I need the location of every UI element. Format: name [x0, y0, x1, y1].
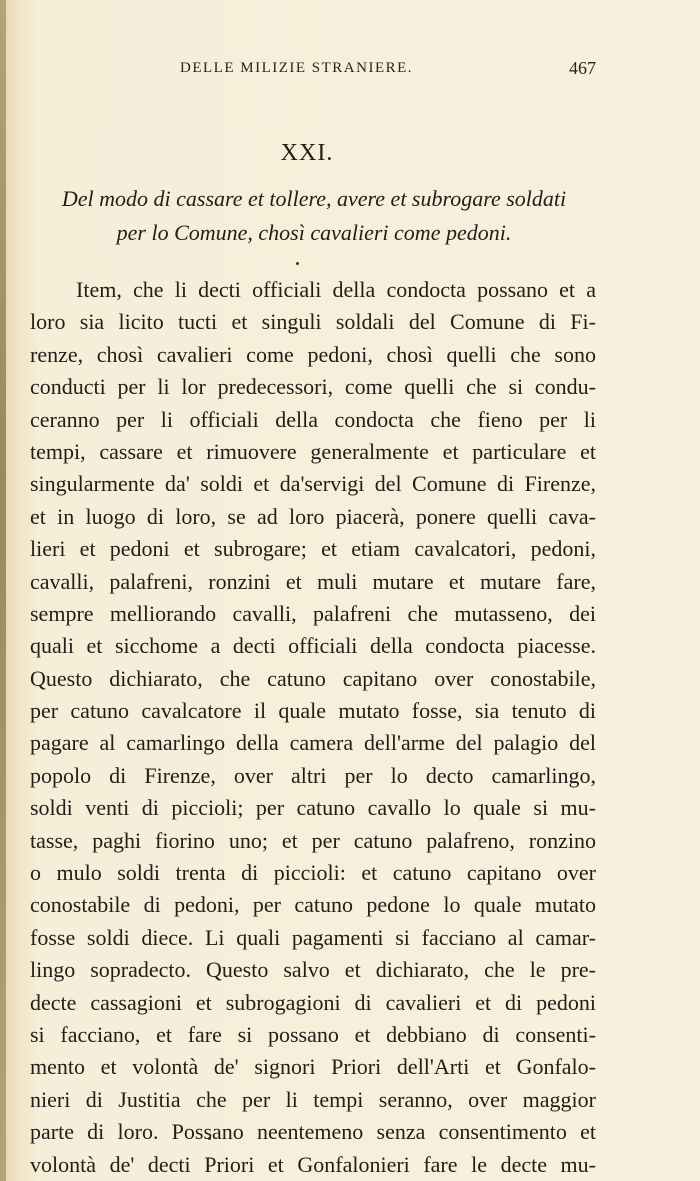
print-speck [296, 262, 299, 265]
chapter-title-line: Del modo di cassare et tollere, avere et subrogare soldati [61, 186, 567, 211]
text-line: pagare al camarlingo della camera dell'arme del palagio del [30, 730, 596, 756]
text-line: cavalli, palafreni, ronzini et muli mutare et mutare fare, [30, 568, 596, 594]
text-line: tasse, paghi fiorino uno; et per catuno palafreno, ronzino [30, 827, 596, 853]
text-line: o mulo soldi trenta di piccioli: et catuno capitano over [30, 860, 596, 886]
text-line: et in luogo di loro, se ad loro piacerà, ponere quelli cava- [30, 503, 596, 529]
text-line: mento et volontà de' signori Priori dell'Arti et Gonfalo- [30, 1054, 596, 1080]
text-line: ceranno per li officiali della condocta che fieno per li [30, 406, 596, 432]
text-line: lieri et pedoni et subrogare; et etiam cavalcatori, pedoni, [30, 536, 596, 562]
chapter-title [32, 182, 596, 250]
text-line: fosse soldi diece. Li quali pagamenti si facciano al camar- [30, 924, 596, 950]
text-line: si facciano, et fare si possano et debbiano di consenti- [30, 1021, 596, 1047]
text-line: nieri di Justitia che per li tempi seranno, over maggior [30, 1086, 596, 1112]
text-line: per catuno cavalcatore il quale mutato fosse, sia tenuto di [30, 698, 596, 724]
text-line: loro sia licito tucti et singuli soldali del Comune di Fi- [30, 309, 596, 335]
text-line: decte cassagioni et subrogagioni di cavalieri et di pedoni [30, 989, 596, 1015]
text-line: conostabile di pedoni, per catuno pedone lo quale mutato [30, 892, 596, 918]
text-line: Item, che li decti officiali della condocta possano et a [76, 277, 596, 302]
text-line: conducti per li lor predecessori, come quelli che si condu- [30, 374, 596, 400]
text-line: parte di loro. Possano neentemeno senza consentimento et [30, 1119, 596, 1145]
page-number: 467 [569, 58, 596, 78]
text-line: sempre melliorando cavalli, palafreni che mutasseno, dei [30, 600, 596, 626]
text-line: Questo dichiarato, che catuno capitano over conostabile, [30, 665, 596, 691]
body-paragraph [30, 274, 596, 1181]
text-line: soldi venti di piccioli; per catuno cavallo lo quale si mu- [30, 795, 596, 821]
section-number: XXI. [280, 140, 334, 166]
text-line: singularmente da' soldi et da'servigi del Comune di Firenze, [30, 471, 596, 497]
text-line: volontà de' decti Priori et Gonfalonieri fare le decte mu- [30, 1151, 596, 1177]
text-line: renze, chosì cavalieri come pedoni, chosì quelli che sono [30, 341, 596, 367]
text-line: quali et sicchome a decti officiali della condocta piacesse. [30, 633, 596, 659]
text-line: tempi, cassare et rimuovere generalmente et particulare et [30, 438, 596, 464]
binding-edge [0, 0, 6, 1181]
text-line: popolo di Firenze, over altri per lo decto camarlingo, [30, 762, 596, 788]
chapter-title-line: per lo Comune, chosì cavalieri come pedoni. [116, 220, 512, 245]
text-line: lingo sopradecto. Questo salvo et dichiarato, che le pre- [30, 957, 596, 983]
running-title: DELLE MILIZIE STRANIERE. [180, 60, 414, 76]
